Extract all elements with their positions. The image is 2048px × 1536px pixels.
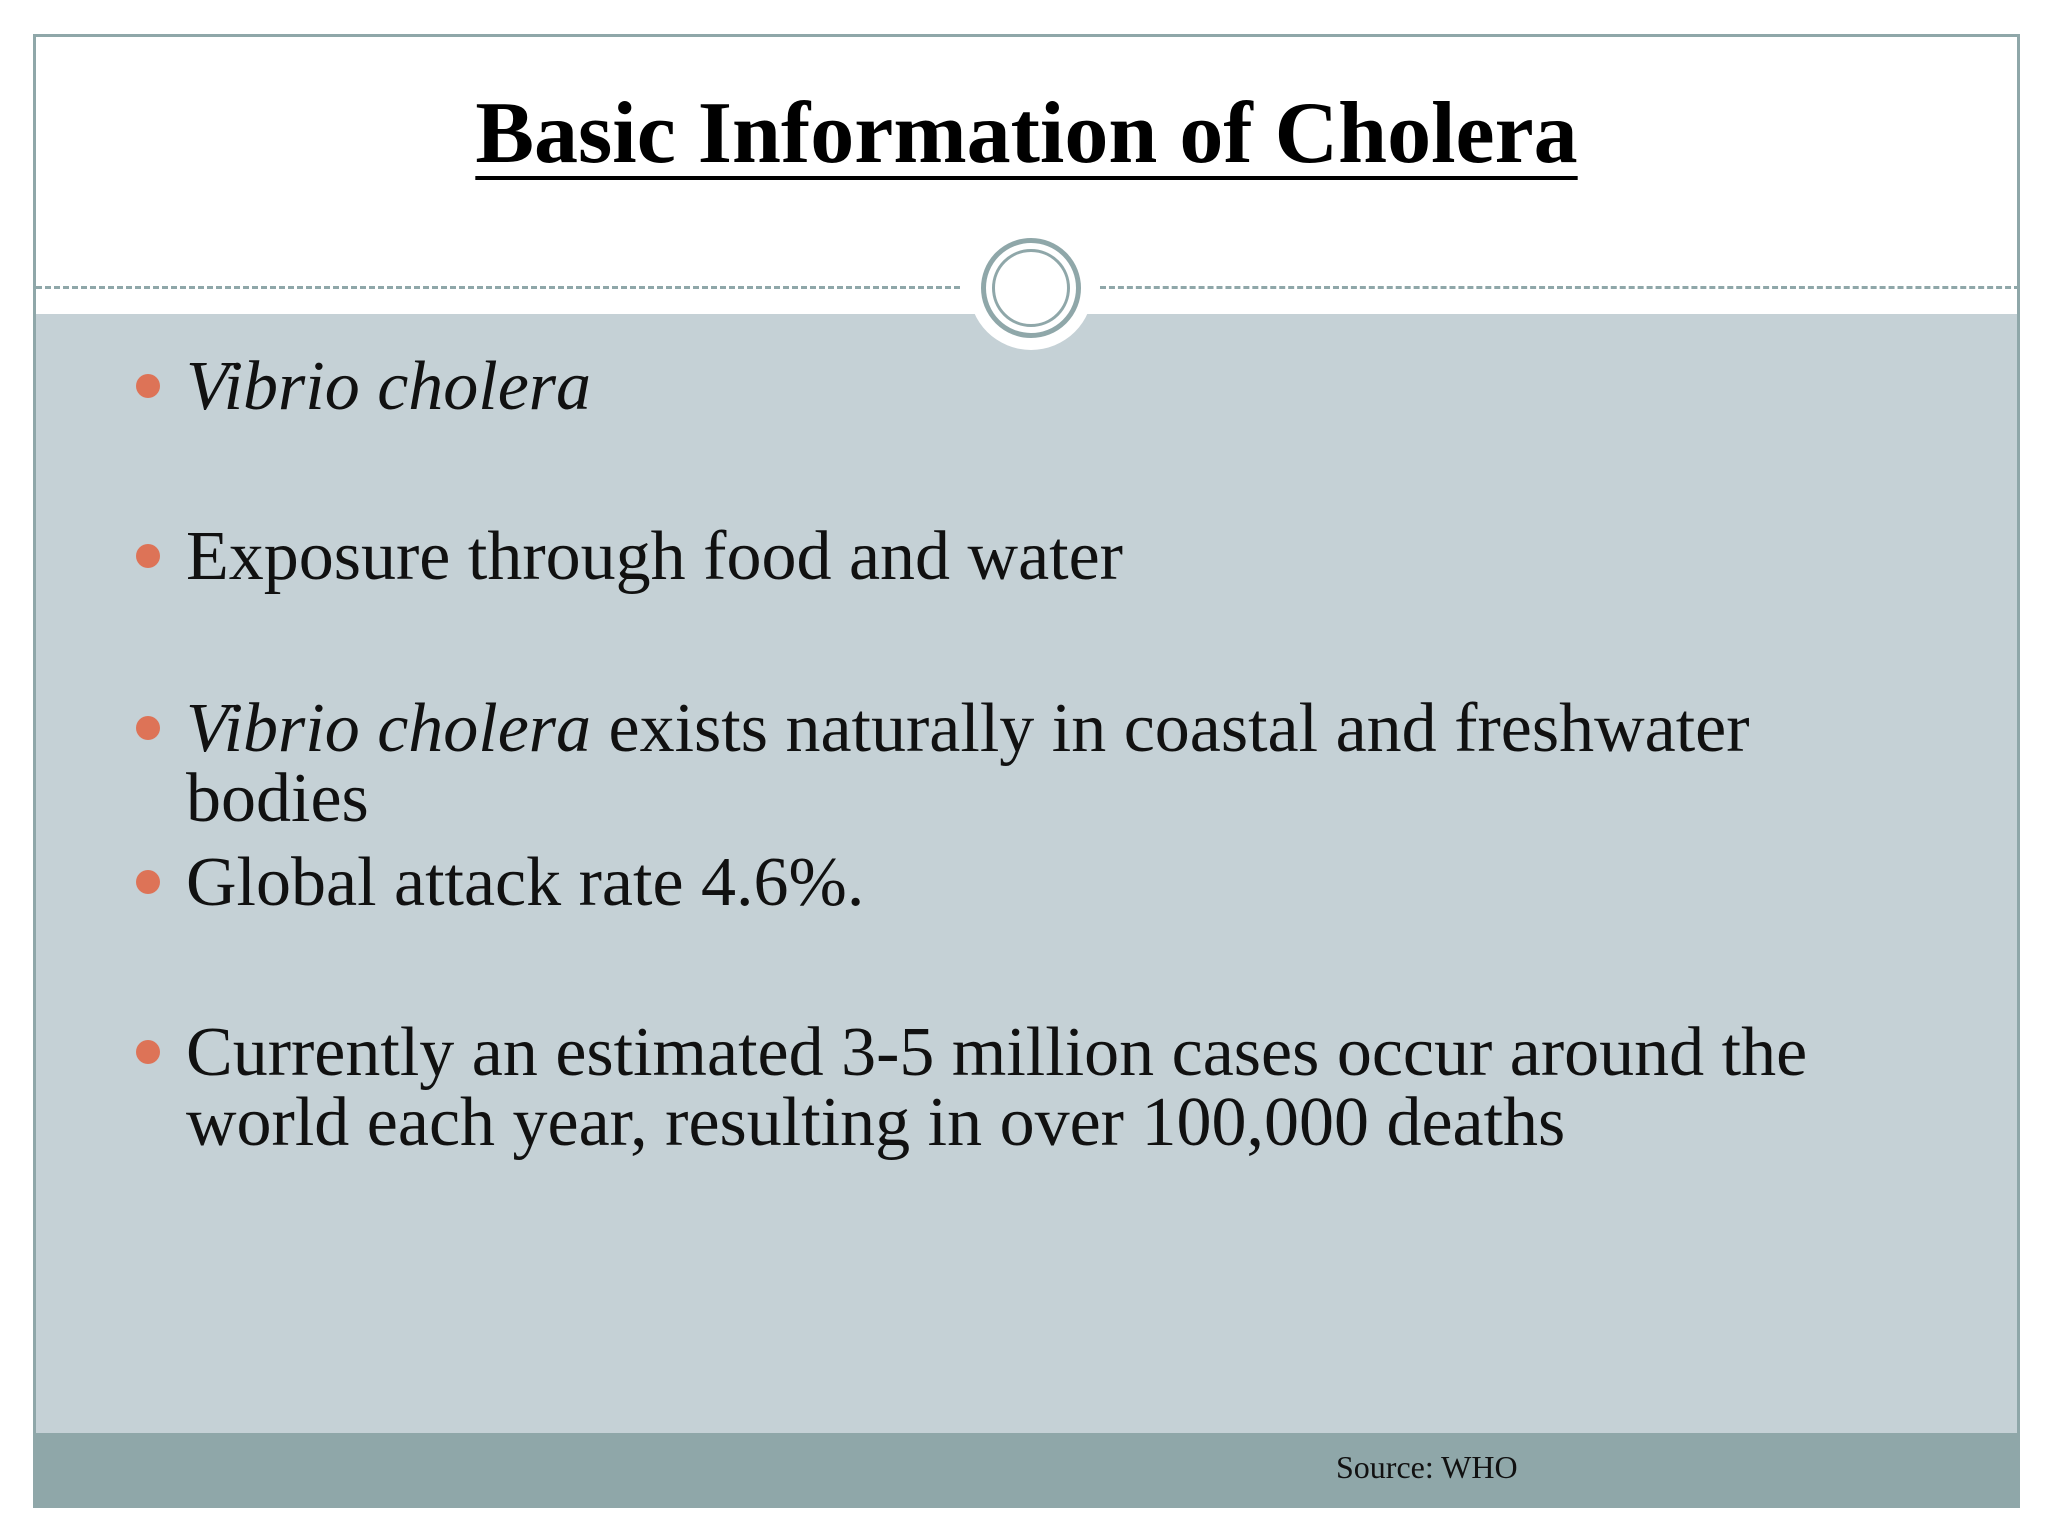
bullet-list bbox=[36, 314, 2017, 1439]
bullet-text: exists naturally in coastal and freshwater bodies bbox=[186, 690, 1750, 837]
bullet-italic-text: Vibrio cholera bbox=[186, 690, 592, 767]
bullet-dot-icon bbox=[136, 374, 160, 398]
circle-ornament-icon bbox=[981, 238, 1081, 338]
footer-bar bbox=[36, 1433, 2017, 1505]
slide bbox=[33, 34, 2020, 1508]
bullet-dot-icon bbox=[136, 870, 160, 894]
content-area bbox=[36, 314, 2017, 1439]
bullet-text: Currently an estimated 3-5 million cases occur around the world each year, resulting in over 100,000 deaths bbox=[186, 1014, 1808, 1161]
title-divider-right bbox=[1100, 286, 2020, 289]
circle-ornament-inner bbox=[992, 249, 1070, 327]
source-text: Source: WHO bbox=[1336, 1449, 1518, 1485]
slide-title: Basic Information of Cholera bbox=[475, 85, 1578, 182]
bullet-text: Exposure through food and water bbox=[186, 518, 1123, 595]
bullet-dot-icon bbox=[136, 544, 160, 568]
bullet-text: Global attack rate 4.6%. bbox=[186, 844, 865, 921]
bullet-dot-icon bbox=[136, 1040, 160, 1064]
bullet-item bbox=[186, 348, 1946, 425]
bullet-item bbox=[186, 518, 1946, 595]
bullet-italic-text: Vibrio cholera bbox=[186, 348, 592, 425]
bullet-dot-icon bbox=[136, 716, 160, 740]
title-divider-left bbox=[36, 286, 960, 289]
bullet-item bbox=[186, 844, 1946, 921]
bullet-item bbox=[186, 1014, 1946, 1161]
bullet-item bbox=[186, 690, 1946, 837]
